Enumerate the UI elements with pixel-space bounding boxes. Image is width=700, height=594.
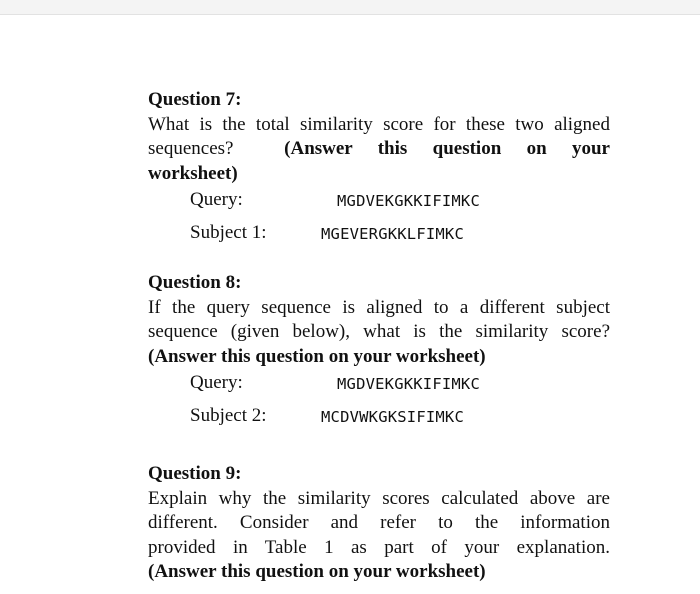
query-sequence: MGDVEKGKKIFIMKC [337,192,480,210]
query-sequence-2: MGDVEKGKKIFIMKC [337,375,480,393]
question-7-instruction-part-2: worksheet) [148,162,238,184]
query-label: Query: [190,189,243,210]
query-sequence-row [148,188,610,221]
subject-2-label: Subject 2: [190,405,267,426]
subject-2-sequence: MCDVWKGKSIFIMKC [321,408,464,426]
question-8 [148,271,610,437]
question-8-text-line-2: sequence (given below), what is the similarity score? [148,321,610,342]
question-9-heading: Question 9: [148,463,242,484]
subject-2-sequence-row [148,404,610,437]
question-9-text-line-2: different. Consider and refer to the information [148,512,610,533]
question-9-text-line-1: Explain why the similarity scores calculated above are [148,487,610,509]
question-7-text-prefix: sequences? [148,138,234,159]
question-7-text-line-1: What is the total similarity score for these two aligned [148,113,610,135]
question-8-text-line-1: If the query sequence is aligned to a different subject [148,296,610,318]
query-sequence-row-2 [148,371,610,404]
question-9-text-line-3: provided in Table 1 as part of your explanation. [148,536,610,558]
question-8-instruction: (Answer this question on your worksheet) [148,345,486,367]
question-8-heading: Question 8: [148,272,242,293]
query-label-2: Query: [190,372,243,393]
question-7-instruction-part-1: (Answer this question on your [284,138,610,159]
subject-1-label: Subject 1: [190,222,267,243]
question-7-text-line-2 [148,137,610,162]
viewer-top-bar [0,0,700,15]
subject-1-sequence: MGEVERGKKLFIMKC [321,225,464,243]
question-7 [148,88,610,254]
question-9 [148,462,610,585]
question-7-heading: Question 7: [148,89,242,110]
subject-1-sequence-row [148,221,610,254]
question-9-instruction: (Answer this question on your worksheet) [148,561,486,582]
